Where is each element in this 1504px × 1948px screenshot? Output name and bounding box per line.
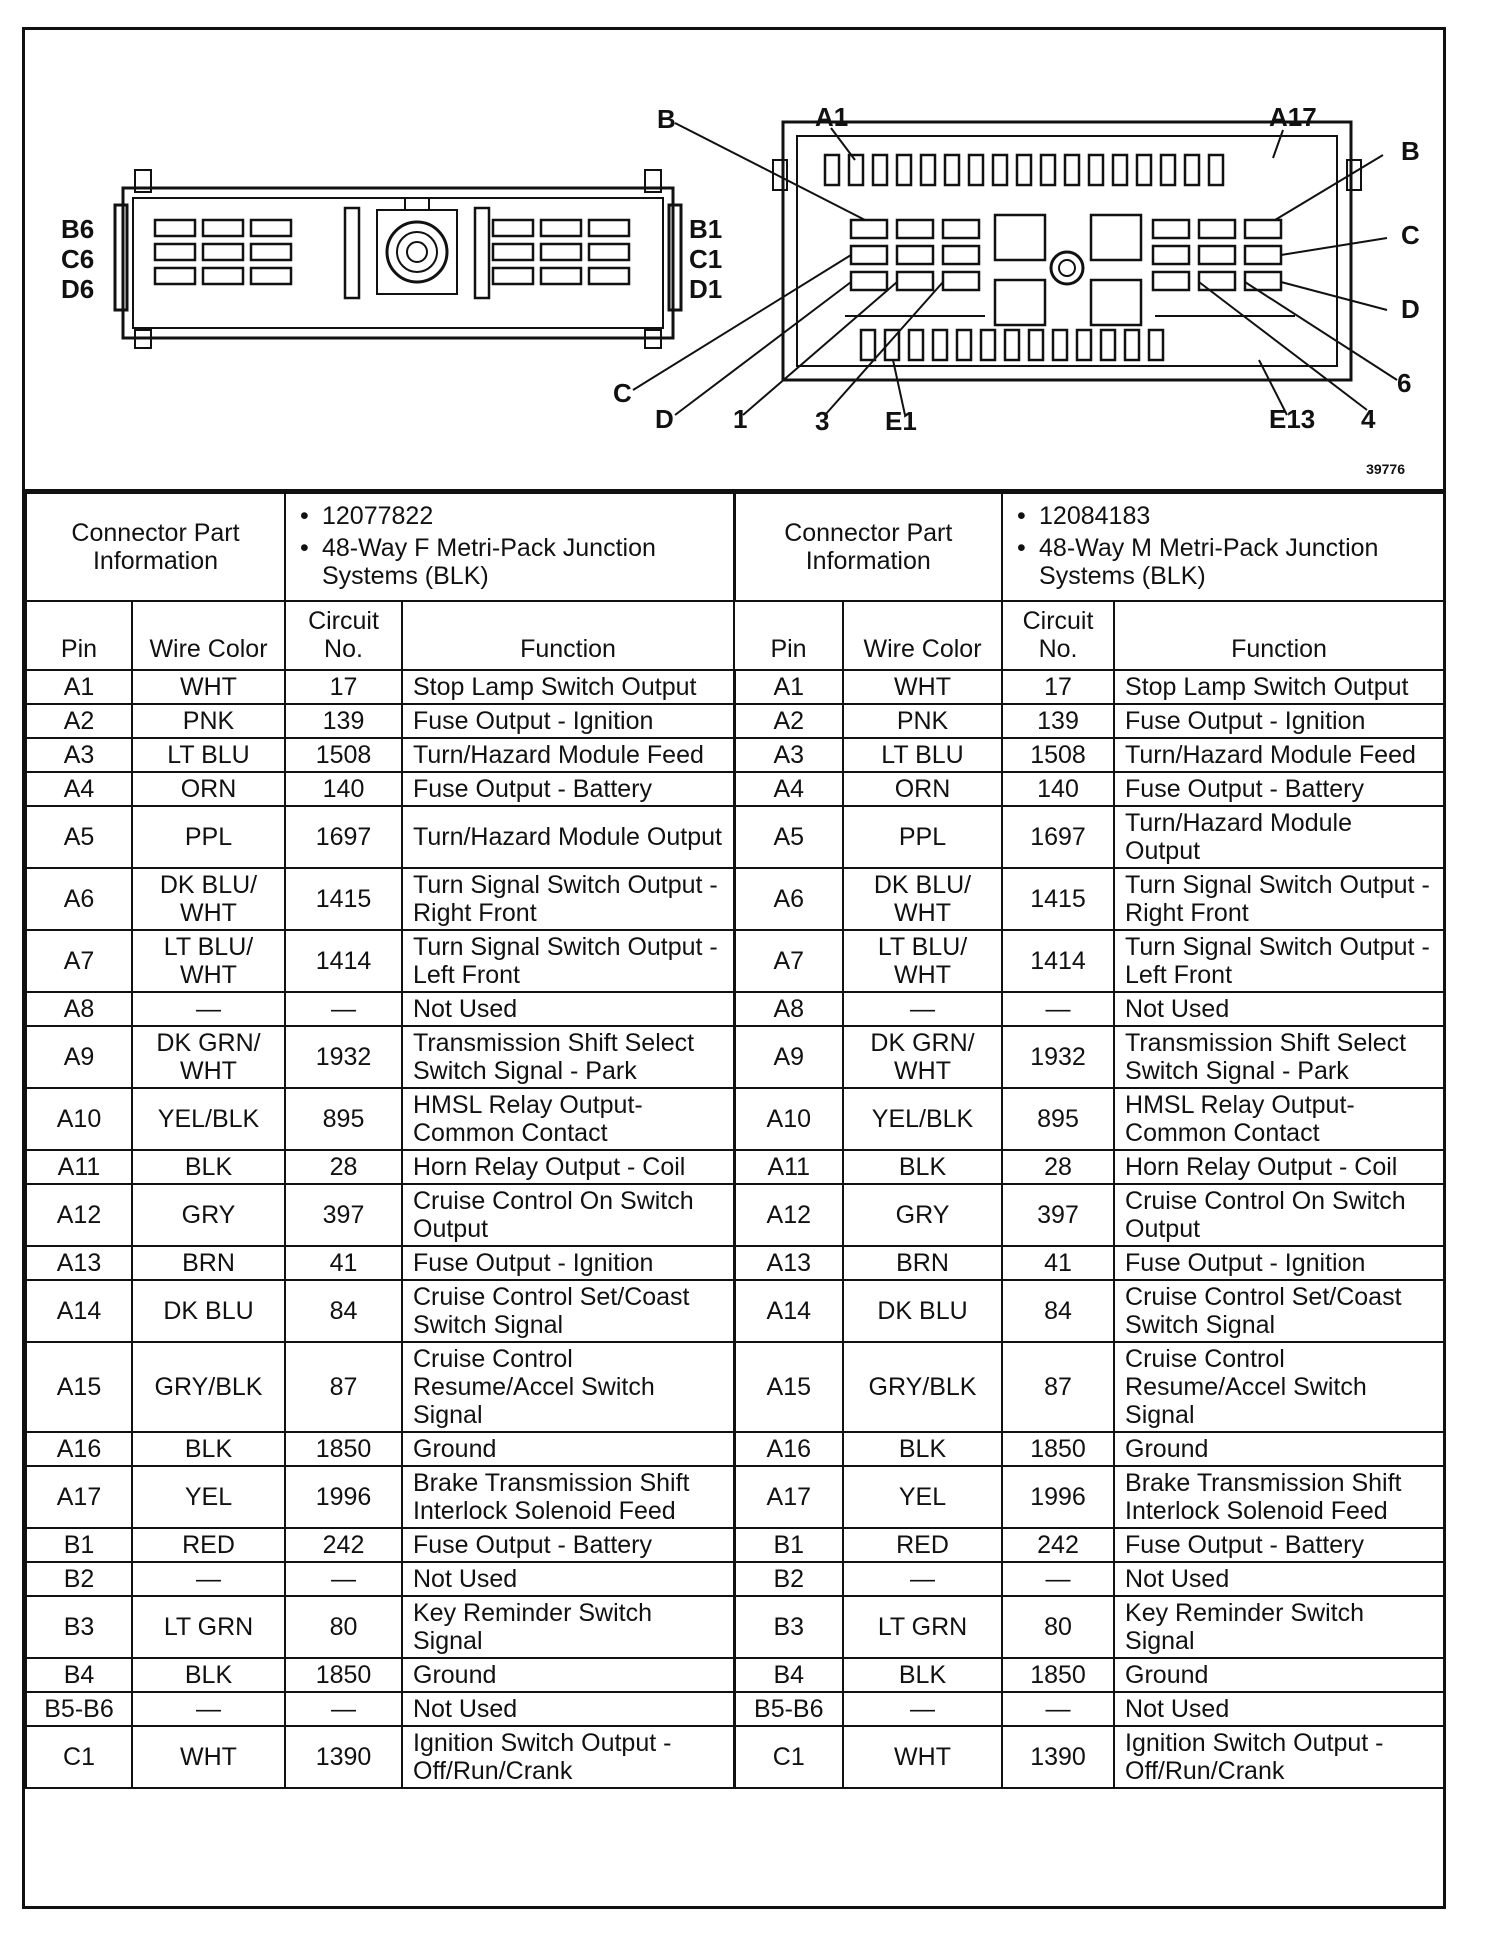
pin-cell: B4	[26, 1658, 132, 1692]
label-c6: C6	[61, 244, 95, 274]
circuit-cell: 140	[1002, 772, 1114, 806]
wire-color-cell: BRN	[132, 1246, 285, 1280]
function-cell: Turn Signal Switch Output - Right Front	[1114, 868, 1444, 930]
circuit-cell: 895	[285, 1088, 402, 1150]
pin-cell: A7	[734, 930, 843, 992]
col-circuit-right: Circuit No.	[1002, 601, 1114, 670]
right-info-list	[1002, 493, 1444, 601]
circuit-cell: 80	[285, 1596, 402, 1658]
circuit-cell: —	[285, 1692, 402, 1726]
pin-cell: A3	[734, 738, 843, 772]
pin-cell: A4	[26, 772, 132, 806]
label-a17: A17	[1269, 102, 1317, 132]
circuit-cell: —	[285, 1562, 402, 1596]
pin-cell: A8	[734, 992, 843, 1026]
table-row	[26, 670, 1444, 704]
function-cell: Cruise Control Set/Coast Switch Signal	[1114, 1280, 1444, 1342]
pin-cell: A4	[734, 772, 843, 806]
table-row	[26, 868, 1444, 930]
function-cell: Stop Lamp Switch Output	[1114, 670, 1444, 704]
circuit-cell: —	[1002, 1562, 1114, 1596]
function-cell: Not Used	[402, 1562, 734, 1596]
circuit-cell: 1996	[1002, 1466, 1114, 1528]
pin-cell: C1	[26, 1726, 132, 1788]
function-cell: Brake Transmission Shift Interlock Solenoid Feed	[402, 1466, 734, 1528]
function-cell: Turn Signal Switch Output - Left Front	[402, 930, 734, 992]
pin-cell: A9	[734, 1026, 843, 1088]
wire-color-cell: RED	[843, 1528, 1002, 1562]
col-wire-color-right: Wire Color	[843, 601, 1002, 670]
pin-cell: A14	[26, 1280, 132, 1342]
function-cell: Turn/Hazard Module Output	[1114, 806, 1444, 868]
circuit-cell: 139	[285, 704, 402, 738]
function-cell: Turn/Hazard Module Feed	[402, 738, 734, 772]
label-d6: D6	[61, 274, 95, 304]
wire-color-cell: —	[843, 1562, 1002, 1596]
circuit-cell: 41	[1002, 1246, 1114, 1280]
wire-color-cell: DK GRN/ WHT	[132, 1026, 285, 1088]
function-cell: Ground	[1114, 1658, 1444, 1692]
table-row	[26, 1184, 1444, 1246]
table-row	[26, 738, 1444, 772]
pin-cell: A13	[734, 1246, 843, 1280]
function-cell: Horn Relay Output - Coil	[1114, 1150, 1444, 1184]
wire-color-cell: WHT	[132, 670, 285, 704]
pin-cell: A12	[734, 1184, 843, 1246]
circuit-cell: 87	[1002, 1342, 1114, 1432]
pin-cell: A6	[26, 868, 132, 930]
wire-color-cell: —	[132, 1692, 285, 1726]
circuit-cell: 1415	[1002, 868, 1114, 930]
label-4: 4	[1361, 404, 1376, 434]
wire-color-cell: BLK	[132, 1150, 285, 1184]
pin-cell: A1	[734, 670, 843, 704]
function-cell: Not Used	[1114, 1562, 1444, 1596]
pin-cell: A6	[734, 868, 843, 930]
function-cell: Not Used	[402, 992, 734, 1026]
col-pin-right: Pin	[734, 601, 843, 670]
wire-color-cell: ORN	[132, 772, 285, 806]
function-cell: Ground	[1114, 1432, 1444, 1466]
pin-cell: B2	[26, 1562, 132, 1596]
pin-cell: B3	[734, 1596, 843, 1658]
pin-cell: B1	[26, 1528, 132, 1562]
pin-cell: A10	[26, 1088, 132, 1150]
pin-cell: B5-B6	[26, 1692, 132, 1726]
circuit-cell: 895	[1002, 1088, 1114, 1150]
pin-cell: B1	[734, 1528, 843, 1562]
circuit-cell: 1850	[285, 1658, 402, 1692]
table-row	[26, 1088, 1444, 1150]
wire-color-cell: —	[132, 1562, 285, 1596]
label-e1: E1	[885, 406, 917, 436]
wire-color-cell: LT BLU	[132, 738, 285, 772]
table-row	[26, 806, 1444, 868]
circuit-cell: 28	[285, 1150, 402, 1184]
pin-cell: A5	[734, 806, 843, 868]
function-cell: Ground	[402, 1658, 734, 1692]
table-row	[26, 1150, 1444, 1184]
wire-color-cell: BRN	[843, 1246, 1002, 1280]
circuit-cell: 140	[285, 772, 402, 806]
wire-color-cell: YEL/BLK	[843, 1088, 1002, 1150]
wire-color-cell: LT BLU	[843, 738, 1002, 772]
label-e13: E13	[1269, 404, 1316, 434]
connector-diagram	[25, 30, 1443, 492]
pin-cell: A2	[26, 704, 132, 738]
pin-cell: A8	[26, 992, 132, 1026]
left-info-list	[285, 493, 734, 601]
wire-color-cell: GRY	[843, 1184, 1002, 1246]
connector-info-row	[26, 493, 1444, 601]
pin-cell: A10	[734, 1088, 843, 1150]
function-cell: Not Used	[1114, 1692, 1444, 1726]
function-cell: Fuse Output - Battery	[1114, 772, 1444, 806]
wire-color-cell: DK BLU	[132, 1280, 285, 1342]
pin-cell: A15	[734, 1342, 843, 1432]
circuit-cell: 242	[285, 1528, 402, 1562]
pin-cell: B5-B6	[734, 1692, 843, 1726]
pin-cell: C1	[734, 1726, 843, 1788]
function-cell: Fuse Output - Battery	[402, 772, 734, 806]
circuit-cell: —	[285, 992, 402, 1026]
circuit-cell: 87	[285, 1342, 402, 1432]
wire-color-cell: DK GRN/ WHT	[843, 1026, 1002, 1088]
label-d-right: D	[1401, 294, 1420, 324]
wire-color-cell: YEL	[132, 1466, 285, 1528]
pin-cell: B3	[26, 1596, 132, 1658]
circuit-cell: 84	[1002, 1280, 1114, 1342]
wire-color-cell: DK BLU/ WHT	[843, 868, 1002, 930]
table-row	[26, 1432, 1444, 1466]
wire-color-cell: GRY/BLK	[132, 1342, 285, 1432]
function-cell: Fuse Output - Ignition	[402, 1246, 734, 1280]
table-row	[26, 772, 1444, 806]
table-row	[26, 1528, 1444, 1562]
pin-cell: B4	[734, 1658, 843, 1692]
function-cell: Stop Lamp Switch Output	[402, 670, 734, 704]
function-cell: Fuse Output - Battery	[402, 1528, 734, 1562]
col-circuit-left: Circuit No.	[285, 601, 402, 670]
circuit-cell: 1415	[285, 868, 402, 930]
left-info-label: Connector Part Information	[26, 493, 285, 601]
right-connector-drawing	[773, 122, 1361, 380]
pin-cell: A17	[26, 1466, 132, 1528]
circuit-cell: 1932	[285, 1026, 402, 1088]
column-header-row	[26, 601, 1444, 670]
wire-color-cell: WHT	[843, 670, 1002, 704]
wire-color-cell: YEL	[843, 1466, 1002, 1528]
circuit-cell: 17	[285, 670, 402, 704]
circuit-cell: 1414	[1002, 930, 1114, 992]
pin-cell: A17	[734, 1466, 843, 1528]
document-frame	[22, 27, 1446, 1909]
wire-color-cell: BLK	[843, 1658, 1002, 1692]
function-cell: Fuse Output - Ignition	[402, 704, 734, 738]
function-cell: Turn Signal Switch Output - Left Front	[1114, 930, 1444, 992]
function-cell: Not Used	[402, 1692, 734, 1726]
function-cell: Cruise Control On Switch Output	[1114, 1184, 1444, 1246]
function-cell: Fuse Output - Ignition	[1114, 704, 1444, 738]
table-row	[26, 992, 1444, 1026]
wire-color-cell: BLK	[132, 1432, 285, 1466]
wire-color-cell: PNK	[132, 704, 285, 738]
col-pin-left: Pin	[26, 601, 132, 670]
function-cell: Key Reminder Switch Signal	[402, 1596, 734, 1658]
wire-color-cell: —	[132, 992, 285, 1026]
circuit-cell: —	[1002, 992, 1114, 1026]
function-cell: Cruise Control Resume/Accel Switch Signal	[1114, 1342, 1444, 1432]
wire-color-cell: LT GRN	[843, 1596, 1002, 1658]
function-cell: Cruise Control Resume/Accel Switch Signal	[402, 1342, 734, 1432]
wire-color-cell: PPL	[843, 806, 1002, 868]
function-cell: Key Reminder Switch Signal	[1114, 1596, 1444, 1658]
table-row	[26, 1026, 1444, 1088]
circuit-cell: 1850	[285, 1432, 402, 1466]
pin-cell: A2	[734, 704, 843, 738]
wire-color-cell: GRY/BLK	[843, 1342, 1002, 1432]
label-b-right: B	[1401, 136, 1420, 166]
pin-cell: A11	[26, 1150, 132, 1184]
wire-color-cell: WHT	[132, 1726, 285, 1788]
pin-cell: A12	[26, 1184, 132, 1246]
function-cell: Ignition Switch Output - Off/Run/Crank	[402, 1726, 734, 1788]
wire-color-cell: LT GRN	[132, 1596, 285, 1658]
circuit-cell: 80	[1002, 1596, 1114, 1658]
table-row	[26, 1562, 1444, 1596]
label-6: 6	[1397, 368, 1412, 398]
table-row	[26, 1280, 1444, 1342]
table-row	[26, 1596, 1444, 1658]
left-part-number: • 12077822	[322, 502, 723, 530]
label-3: 3	[815, 406, 830, 436]
label-c-right: C	[1401, 220, 1420, 250]
figure-number: 39776	[1366, 461, 1405, 477]
circuit-cell: 1996	[285, 1466, 402, 1528]
function-cell: Transmission Shift Select Switch Signal - Park	[1114, 1026, 1444, 1088]
wire-color-cell: GRY	[132, 1184, 285, 1246]
wire-color-cell: WHT	[843, 1726, 1002, 1788]
circuit-cell: 84	[285, 1280, 402, 1342]
pinout-table	[25, 492, 1445, 1789]
function-cell: HMSL Relay Output-Common Contact	[1114, 1088, 1444, 1150]
right-part-number: • 12084183	[1039, 502, 1433, 530]
table-row	[26, 930, 1444, 992]
circuit-cell: 1508	[285, 738, 402, 772]
label-b-left: B	[657, 104, 676, 134]
label-c1: C1	[689, 244, 723, 274]
table-row	[26, 1246, 1444, 1280]
wire-color-cell: LT BLU/ WHT	[843, 930, 1002, 992]
pin-cell: A1	[26, 670, 132, 704]
pin-rows	[26, 670, 1444, 1788]
circuit-cell: 41	[285, 1246, 402, 1280]
function-cell: Fuse Output - Battery	[1114, 1528, 1444, 1562]
label-b1: B1	[689, 214, 723, 244]
label-a1: A1	[815, 102, 849, 132]
wire-color-cell: ORN	[843, 772, 1002, 806]
circuit-cell: 28	[1002, 1150, 1114, 1184]
function-cell: Cruise Control Set/Coast Switch Signal	[402, 1280, 734, 1342]
function-cell: Not Used	[1114, 992, 1444, 1026]
pin-cell: A11	[734, 1150, 843, 1184]
right-info-label: Connector Part Information	[734, 493, 1002, 601]
leader-lines	[633, 123, 1397, 415]
function-cell: Ignition Switch Output - Off/Run/Crank	[1114, 1726, 1444, 1788]
wire-color-cell: —	[843, 1692, 1002, 1726]
pin-cell: A13	[26, 1246, 132, 1280]
wire-color-cell: DK BLU/ WHT	[132, 868, 285, 930]
label-b6: B6	[61, 214, 95, 244]
label-c-left: C	[613, 378, 632, 408]
pin-cell: A16	[26, 1432, 132, 1466]
col-function-right: Function	[1114, 601, 1444, 670]
circuit-cell: 1850	[1002, 1658, 1114, 1692]
right-connector-type: • 48-Way M Metri-Pack Junction Systems (BLK)	[1039, 534, 1433, 590]
left-connector-drawing	[115, 170, 681, 348]
circuit-cell: —	[1002, 1692, 1114, 1726]
function-cell: HMSL Relay Output-Common Contact	[402, 1088, 734, 1150]
col-wire-color-left: Wire Color	[132, 601, 285, 670]
wire-color-cell: BLK	[843, 1150, 1002, 1184]
pin-cell: A14	[734, 1280, 843, 1342]
table-row	[26, 1466, 1444, 1528]
table-row	[26, 704, 1444, 738]
function-cell: Fuse Output - Ignition	[1114, 1246, 1444, 1280]
table-row	[26, 1342, 1444, 1432]
label-d-left: D	[655, 404, 674, 434]
function-cell: Ground	[402, 1432, 734, 1466]
circuit-cell: 1390	[1002, 1726, 1114, 1788]
pin-cell: A9	[26, 1026, 132, 1088]
pin-cell: A5	[26, 806, 132, 868]
table-row	[26, 1692, 1444, 1726]
table-row	[26, 1658, 1444, 1692]
wire-color-cell: LT BLU/ WHT	[132, 930, 285, 992]
pin-cell: B2	[734, 1562, 843, 1596]
function-cell: Brake Transmission Shift Interlock Solenoid Feed	[1114, 1466, 1444, 1528]
function-cell: Turn/Hazard Module Output	[402, 806, 734, 868]
pin-cell: A15	[26, 1342, 132, 1432]
circuit-cell: 1697	[285, 806, 402, 868]
function-cell: Cruise Control On Switch Output	[402, 1184, 734, 1246]
wire-color-cell: PNK	[843, 704, 1002, 738]
wire-color-cell: BLK	[843, 1432, 1002, 1466]
wire-color-cell: —	[843, 992, 1002, 1026]
label-1: 1	[733, 404, 748, 434]
circuit-cell: 1850	[1002, 1432, 1114, 1466]
circuit-cell: 1414	[285, 930, 402, 992]
wire-color-cell: PPL	[132, 806, 285, 868]
left-connector-type: • 48-Way F Metri-Pack Junction Systems (BLK)	[322, 534, 723, 590]
circuit-cell: 397	[1002, 1184, 1114, 1246]
pin-cell: A3	[26, 738, 132, 772]
circuit-cell: 1932	[1002, 1026, 1114, 1088]
connector-illustration	[25, 30, 1443, 489]
circuit-cell: 1390	[285, 1726, 402, 1788]
function-cell: Turn/Hazard Module Feed	[1114, 738, 1444, 772]
function-cell: Horn Relay Output - Coil	[402, 1150, 734, 1184]
pin-cell: A16	[734, 1432, 843, 1466]
pin-cell: A7	[26, 930, 132, 992]
circuit-cell: 17	[1002, 670, 1114, 704]
col-function-left: Function	[402, 601, 734, 670]
wire-color-cell: YEL/BLK	[132, 1088, 285, 1150]
label-d1: D1	[689, 274, 723, 304]
circuit-cell: 139	[1002, 704, 1114, 738]
circuit-cell: 397	[285, 1184, 402, 1246]
function-cell: Transmission Shift Select Switch Signal - Park	[402, 1026, 734, 1088]
circuit-cell: 1697	[1002, 806, 1114, 868]
circuit-cell: 242	[1002, 1528, 1114, 1562]
wire-color-cell: BLK	[132, 1658, 285, 1692]
table-row	[26, 1726, 1444, 1788]
wire-color-cell: DK BLU	[843, 1280, 1002, 1342]
wire-color-cell: RED	[132, 1528, 285, 1562]
function-cell: Turn Signal Switch Output - Right Front	[402, 868, 734, 930]
circuit-cell: 1508	[1002, 738, 1114, 772]
